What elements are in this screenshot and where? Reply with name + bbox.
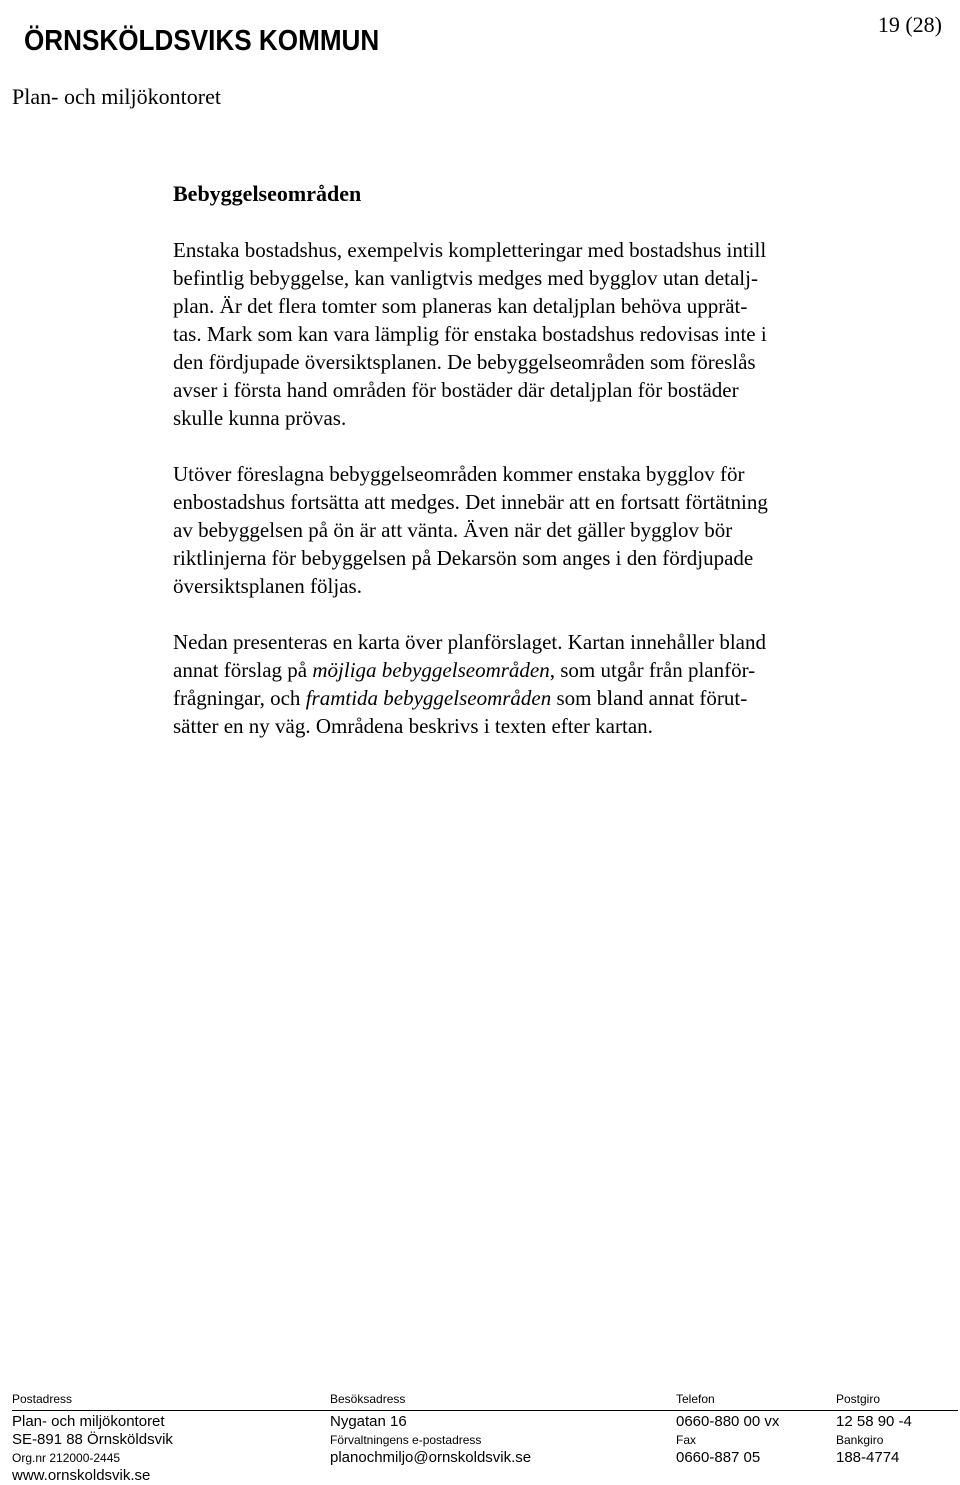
label-telefon: Telefon — [676, 1392, 715, 1406]
footer-row — [12, 1467, 958, 1485]
paragraph-3 — [173, 628, 873, 740]
text-line: Utöver föreslagna bebyggelseområden kommer enstaka bygglov för — [173, 462, 745, 486]
email-address[interactable]: planochmiljo@ornskoldsvik.se — [330, 1449, 532, 1466]
postgiro-number: 12 58 90 -4 — [836, 1413, 912, 1430]
email-label: Förvaltningens e-postadress — [330, 1433, 482, 1447]
text-line: översiktsplanen följas. — [173, 574, 362, 598]
text-line: av bebyggelsen på ön är att vänta. Även när det gäller bygglov bör — [173, 518, 733, 542]
text-segment: annat förslag på — [173, 658, 313, 682]
municipality-logo — [12, 10, 404, 72]
page-number: 19 (28) — [877, 12, 942, 37]
text-line: avser i första hand områden för bostäder där detaljplan för bostäder — [173, 378, 739, 402]
footer-row — [12, 1431, 958, 1449]
department-name: Plan- och miljökontoret — [12, 84, 221, 109]
emphasis-future-areas: framtida bebyggelseområden — [305, 686, 552, 710]
text-line: sätter en ny väg. Områdena beskrivs i texten efter kartan. — [173, 714, 653, 738]
label-postgiro: Postgiro — [836, 1392, 881, 1406]
text-line: plan. Är det flera tomter som planeras kan detaljplan behöva upprät- — [173, 294, 748, 318]
text-line — [173, 656, 873, 684]
section-heading: Bebyggelseområden — [173, 181, 362, 206]
paragraph-1 — [173, 236, 873, 432]
label-postadress: Postadress — [12, 1392, 73, 1406]
footer-labels — [12, 1392, 958, 1411]
text-line — [173, 684, 873, 712]
fax-label: Fax — [676, 1433, 697, 1447]
text-line: skulle kunna prövas. — [173, 406, 347, 430]
document-body — [173, 180, 873, 768]
text-segment: som bland annat förut- — [551, 686, 748, 710]
emphasis-possible-areas: möjliga bebyggelseområden — [312, 658, 550, 682]
text-line: tas. Mark som kan vara lämplig för enstaka bostadshus redovisas inte i — [173, 322, 767, 346]
label-besoksadress: Besöksadress — [330, 1392, 406, 1406]
text-segment: frågningar, och — [173, 686, 306, 710]
text-line: Enstaka bostadshus, exempelvis kompletteringar med bostadshus intill — [173, 238, 767, 262]
postal-address: SE-891 88 Örnsköldsvik — [12, 1431, 173, 1448]
phone-number: 0660-880 00 vx — [676, 1413, 780, 1430]
bankgiro-number: 188-4774 — [836, 1449, 900, 1466]
org-number: Org.nr 212000-2445 — [12, 1451, 121, 1465]
visiting-address: Nygatan 16 — [330, 1413, 407, 1430]
bankgiro-label: Bankgiro — [836, 1433, 884, 1447]
text-line: Nedan presenteras en karta över planförslaget. Kartan innehåller bland — [173, 630, 766, 654]
paragraph-2 — [173, 460, 873, 600]
text-line: enbostadshus fortsätta att medges. Det innebär att en fortsatt förtätning — [173, 490, 768, 514]
text-segment: , som utgår från planför- — [549, 658, 756, 682]
website-link[interactable]: www.ornskoldsvik.se — [12, 1467, 151, 1484]
text-line: befintlig bebyggelse, kan vanligtvis medges med bygglov utan detalj- — [173, 266, 758, 290]
footer-row — [12, 1449, 958, 1467]
text-line: den fördjupade översiktsplanen. De bebyggelseområden som föreslås — [173, 350, 756, 374]
footer-row — [12, 1413, 958, 1431]
footer — [12, 1392, 958, 1485]
organization-name: ÖRNSKÖLDSVIKS KOMMUN — [24, 24, 380, 57]
text-line: riktlinjerna för bebyggelsen på Dekarsön som anges i den fördjupade — [173, 546, 754, 570]
fax-number: 0660-887 05 — [676, 1449, 761, 1466]
postal-department: Plan- och miljökontoret — [12, 1413, 165, 1430]
